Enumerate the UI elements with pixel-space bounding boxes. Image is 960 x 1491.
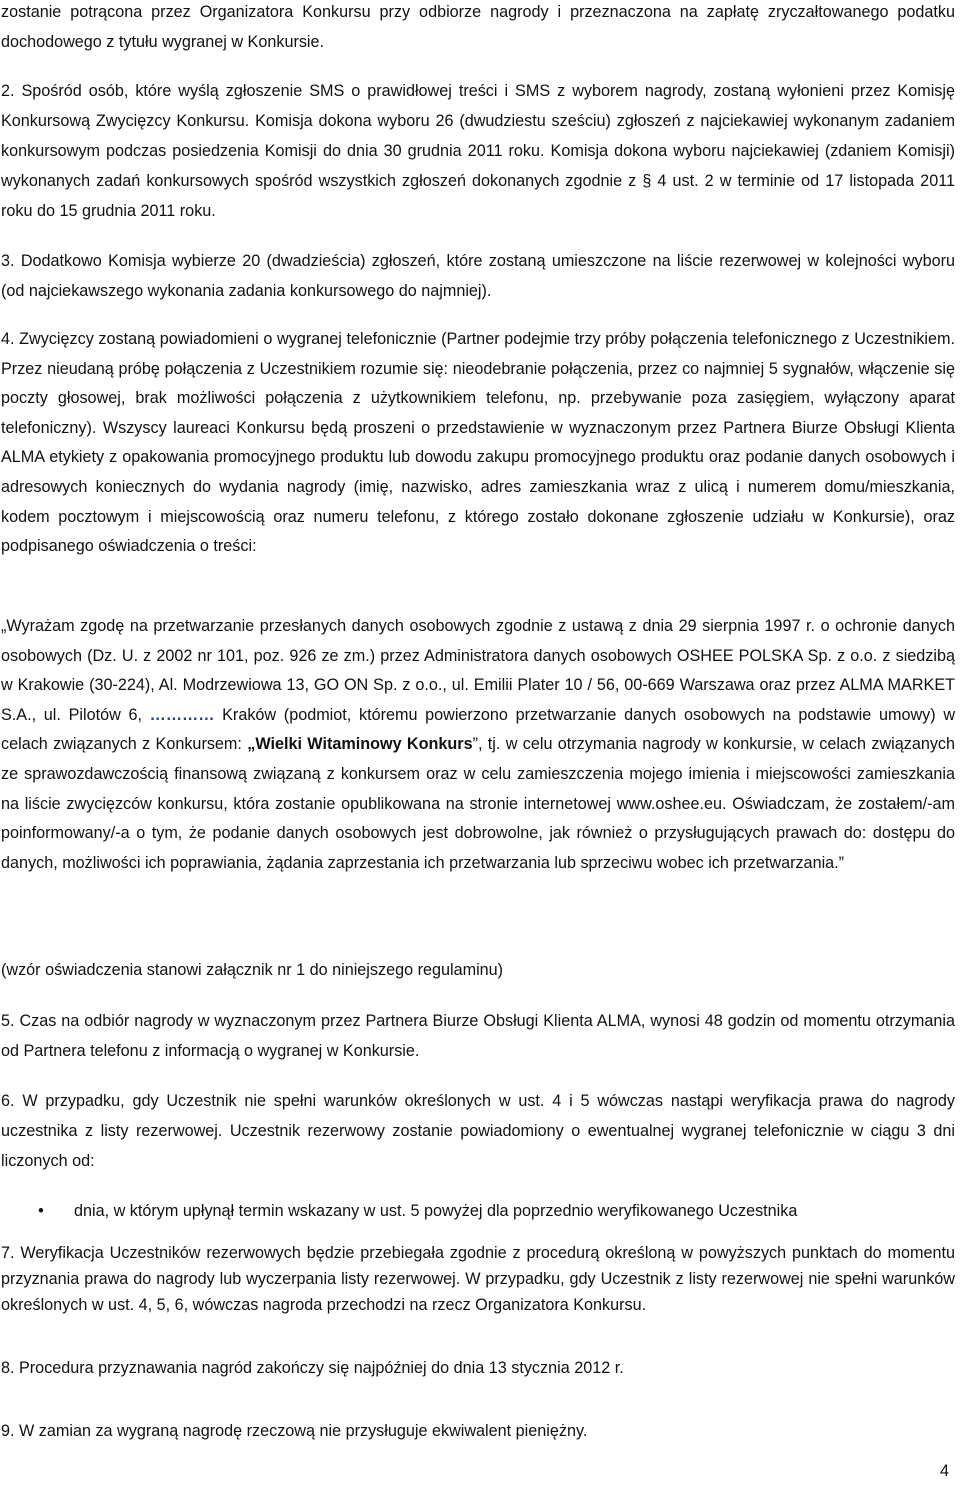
quote-part-1: „Wyrażam zgodę na przetwarzanie przesłanych danych osobowych zgodnie z ustawą z dnia 29 sierpnia 1997 r. o ochronie danych osobowych (Dz. U. z 2002 nr 101, poz. 926 ze zm.) przez Administratora danych osobowych OSHEE POLSKA Sp. z o.o. z siedzibą w Krakowie (30-224), Al. Modrzewiowa 13, GO ON Sp. z o.o., ul. Emilii Plater 10 / 56, 00-669 Warszawa oraz przez ALMA MARKET S.A., ul. Pilotów 6,	[1, 617, 955, 724]
paragraph-9: 9. W zamian za wygraną nagrodę rzeczową nie przysługuje ekwiwalent pieniężny.	[1, 1422, 588, 1440]
paragraph-4: 4. Zwycięzcy zostaną powiadomieni o wygranej telefonicznie (Partner podejmie trzy próby połączenia telefonicznego z Uczestnikiem. Przez nieudaną próbę połączenia z Uczestnikiem rozumie się: nieodebranie połączenia, przez co najmniej 5 sygnałów, włączenie się poczty głosowej, brak możliwości połączenia z użytkownikiem telefonu, np. przebywanie poza zasięgiem, wyłączony aparat telefoniczny). Wszyscy laureaci Konkursu będą proszeni o przedstawienie w wyznaczonym przez Partnera Biurze Obsługi Klienta ALMA etykiety z opakowania promocyjnego produktu lub dowodu zakupu promocyjnego produktu oraz podanie danych osobowych i adresowych koniecznych do wydania nagrody (imię, nazwisko, adres zamieszkania wraz z ulicą i numerem domu/mieszkania, kodem pocztowym i miejscowością oraz numeru telefonu, z którego zostało dokonane zgłoszenie udziału w Konkursie), oraz podpisanego oświadczenia o treści:	[1, 330, 955, 556]
paragraph-2: 2. Spośród osób, które wyślą zgłoszenie SMS o prawidłowej treści i SMS z wyborem nagrody, zostaną wyłonieni przez Komisję Konkursową Zwycięzcy Konkursu. Komisja dokona wyboru 26 (dwudziestu sześciu) zgłoszeń z najciekawiej wykonanym zadaniem konkursowym podczas posiedzenia Komisji do dnia 30 grudnia 2011 roku. Komisja dokona wyboru najciekawiej (zdaniem Komisji) wykonanych zadań konkursowych spośród wszystkich zgłoszeń dokonanych zgodnie z § 4 ust. 2 w terminie od 17 listopada 2011 roku do 15 grudnia 2011 roku.	[1, 82, 955, 220]
paragraph-7: 7. Weryfikacja Uczestników rezerwowych będzie przebiegała zgodnie z procedurą określoną w powyższych punktach do momentu przyznania prawa do nagrody lub wyczerpania listy rezerwowej. W przypadku, gdy Uczestnik z listy rezerwowej nie spełni warunków określonych w ust. 4, 5, 6, wówczas nagroda przechodzi na rzecz Organizatora Konkursu.	[1, 1244, 955, 1314]
paragraph-8: 8. Procedura przyznawania nagród zakończy się najpóźniej do dnia 13 stycznia 2012 r.	[1, 1359, 624, 1377]
consent-quote	[1, 612, 955, 878]
quote-dots: …………	[149, 705, 215, 724]
paragraph-5: 5. Czas na odbiór nagrody w wyznaczonym przez Partnera Biurze Obsługi Klienta ALMA, wynosi 48 godzin od momentu otrzymania od Partnera telefonu z informacją o wygranej w Konkursie.	[1, 1012, 955, 1060]
paragraph-6: 6. W przypadku, gdy Uczestnik nie spełni warunków określonych w ust. 4 i 5 wówczas nastąpi weryfikacja prawa do nagrody uczestnika z listy rezerwowej. Uczestnik rezerwowy zostanie powiadomiony o ewentualnej wygranej telefonicznie w ciągu 3 dni liczonych od:	[1, 1092, 955, 1170]
quote-part-3: ”, tj. w celu otrzymania nagrody w konkursie, w celach związanych ze sprawozdawczością finansową związaną z konkursem oraz w celu zamieszczenia mojego imienia i miejscowości zamieszkania na liście zwycięzców konkursu, która zostanie opublikowana na stronie internetowej www.oshee.eu. Oświadczam, że zostałem/-am poinformowany/-a o tym, że podanie danych osobowych jest dobrowolne, jak również o przysługujących prawach do: dostępu do danych, możliwości ich poprawiania, żądania zaprzestania ich przetwarzania lub sprzeciwu wobec ich przetwarzania.”	[1, 735, 956, 872]
page-number: 4	[939, 1462, 949, 1480]
quote-part-2: Kraków (podmiot, któremu powierzono przetwarzanie danych osobowych na podstawie umowy) w celach związanych z Konkursem:	[1, 705, 956, 754]
bullet-icon: •	[38, 1202, 44, 1220]
paragraph-intro: zostanie potrącona przez Organizatora Konkursu przy odbiorze nagrody i przeznaczona na zapłatę zryczałtowanego podatku dochodowego z tytułu wygranej w Konkursie.	[1, 3, 955, 51]
bullet-text: dnia, w którym upłynął termin wskazany w ust. 5 powyżej dla poprzednio weryfikowanego Uczestnika	[74, 1202, 798, 1220]
paragraph-3: 3. Dodatkowo Komisja wybierze 20 (dwadzieścia) zgłoszeń, które zostaną umieszczone na liście rezerwowej w kolejności wyboru (od najciekawszego wykonania zadania konkursowego do najmniej).	[1, 252, 955, 300]
contest-name: „Wielki Witaminowy Konkurs	[247, 735, 473, 754]
paragraph-wzor: (wzór oświadczenia stanowi załącznik nr 1 do niniejszego regulaminu)	[1, 961, 504, 979]
